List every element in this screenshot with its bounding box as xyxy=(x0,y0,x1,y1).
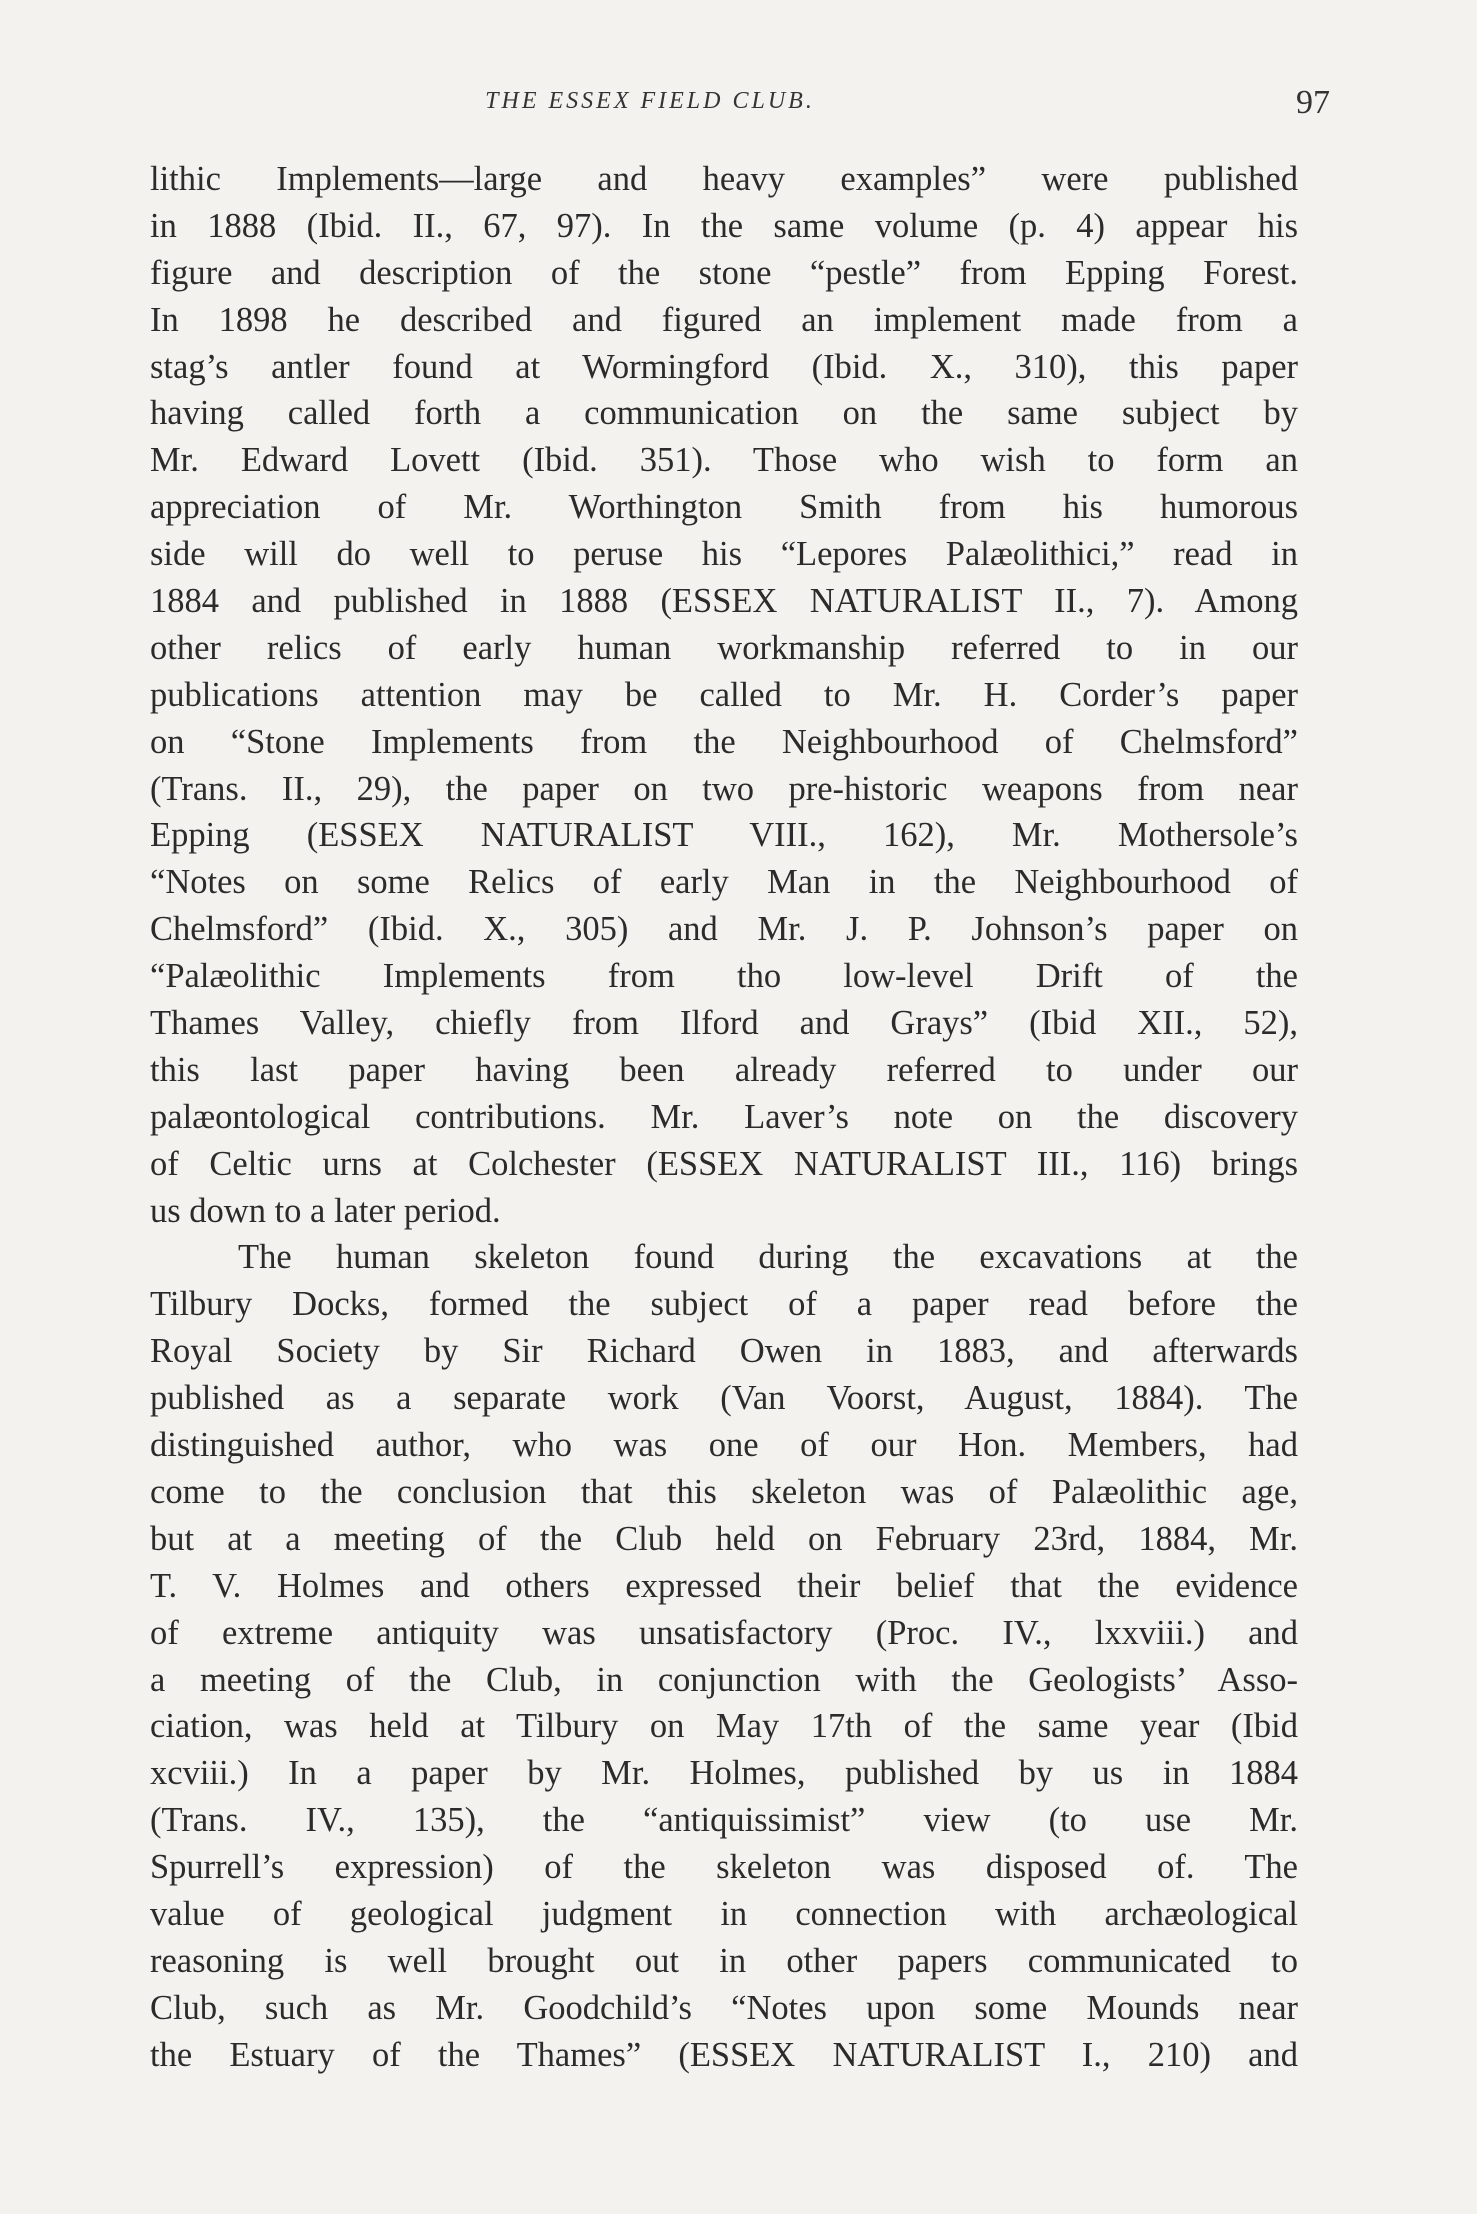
running-head xyxy=(150,84,1330,124)
text-line: xcviii.) In a paper by Mr. Holmes, published by us in 1884 xyxy=(150,1754,1298,1793)
text-line: other relics of early human workmanship referred to in our xyxy=(150,628,1298,667)
text-line: this last paper having been already referred to under our xyxy=(150,1050,1298,1089)
text-line: published as a separate work (Van Voorst, August, 1884). The xyxy=(150,1379,1298,1418)
text-line: Mr. Edward Lovett (Ibid. 351). Those who wish to form an xyxy=(150,441,1298,480)
text-line: Tilbury Docks, formed the subject of a paper read before the xyxy=(150,1285,1298,1324)
text-line: Royal Society by Sir Richard Owen in 1883, and afterwards xyxy=(150,1332,1298,1371)
text-line: distinguished author, who was one of our Hon. Members, had xyxy=(150,1426,1298,1465)
text-line: Epping (ESSEX NATURALIST VIII., 162), Mr. Mothersole’s xyxy=(150,816,1298,855)
text-line: palæontological contributions. Mr. Laver’s note on the discovery xyxy=(150,1097,1298,1136)
text-line: of extreme antiquity was unsatisfactory (Proc. IV., lxxviii.) and xyxy=(150,1613,1298,1652)
text-line: figure and description of the stone “pestle” from Epping Forest. xyxy=(150,253,1298,292)
text-line: (Trans. IV., 135), the “antiquissimist” view (to use Mr. xyxy=(150,1801,1298,1840)
text-line: 1884 and published in 1888 (ESSEX NATURALIST II., 7). Among xyxy=(150,582,1298,621)
text-line: in 1888 (Ibid. II., 67, 97). In the same volume (p. 4) appear his xyxy=(150,206,1298,245)
text-line: reasoning is well brought out in other papers communicated to xyxy=(150,1941,1298,1980)
text-line: The human skeleton found during the excavations at the xyxy=(238,1238,1298,1277)
running-title: THE ESSEX FIELD CLUB. xyxy=(485,88,815,114)
text-line: having called forth a communication on the same subject by xyxy=(150,394,1298,433)
text-line: T. V. Holmes and others expressed their belief that the evidence xyxy=(150,1566,1298,1605)
text-line: value of geological judgment in connection with archæological xyxy=(150,1894,1298,1933)
text-line: the Estuary of the Thames” (ESSEX NATURALIST I., 210) and xyxy=(150,2035,1298,2074)
body-text xyxy=(150,156,1298,2079)
text-line: ciation, was held at Tilbury on May 17th of the same year (Ibid xyxy=(150,1707,1298,1746)
text-line: but at a meeting of the Club held on February 23rd, 1884, Mr. xyxy=(150,1519,1298,1558)
text-line: side will do well to peruse his “Lepores Palæolithici,” read in xyxy=(150,535,1298,574)
text-line: (Trans. II., 29), the paper on two pre-historic weapons from near xyxy=(150,769,1298,808)
text-line: Chelmsford” (Ibid. X., 305) and Mr. J. P. Johnson’s paper on xyxy=(150,910,1298,949)
text-line: stag’s antler found at Wormingford (Ibid. X., 310), this paper xyxy=(150,347,1298,386)
text-line: Thames Valley, chiefly from Ilford and Grays” (Ibid XII., 52), xyxy=(150,1004,1298,1043)
text-line: us down to a later period. xyxy=(150,1191,501,1230)
text-line: publications attention may be called to Mr. H. Corder’s paper xyxy=(150,675,1298,714)
text-line: Spurrell’s expression) of the skeleton was disposed of. The xyxy=(150,1848,1298,1887)
text-line: Club, such as Mr. Goodchild’s “Notes upon some Mounds near xyxy=(150,1988,1298,2027)
text-line: come to the conclusion that this skeleton was of Palæolithic age, xyxy=(150,1472,1298,1511)
page-number: 97 xyxy=(1296,84,1330,121)
text-line: “Notes on some Relics of early Man in the Neighbourhood of xyxy=(150,863,1298,902)
text-line: lithic Implements—large and heavy examples” were published xyxy=(150,160,1298,198)
text-line: a meeting of the Club, in conjunction with the Geologists’ Asso- xyxy=(150,1660,1298,1699)
text-line: of Celtic urns at Colchester (ESSEX NATURALIST III., 116) brings xyxy=(150,1144,1298,1183)
text-line: “Palæolithic Implements from tho low-level Drift of the xyxy=(150,957,1298,996)
text-line: appreciation of Mr. Worthington Smith from his humorous xyxy=(150,488,1298,527)
text-line: In 1898 he described and figured an implement made from a xyxy=(150,300,1298,339)
text-line: on “Stone Implements from the Neighbourhood of Chelmsford” xyxy=(150,722,1298,761)
